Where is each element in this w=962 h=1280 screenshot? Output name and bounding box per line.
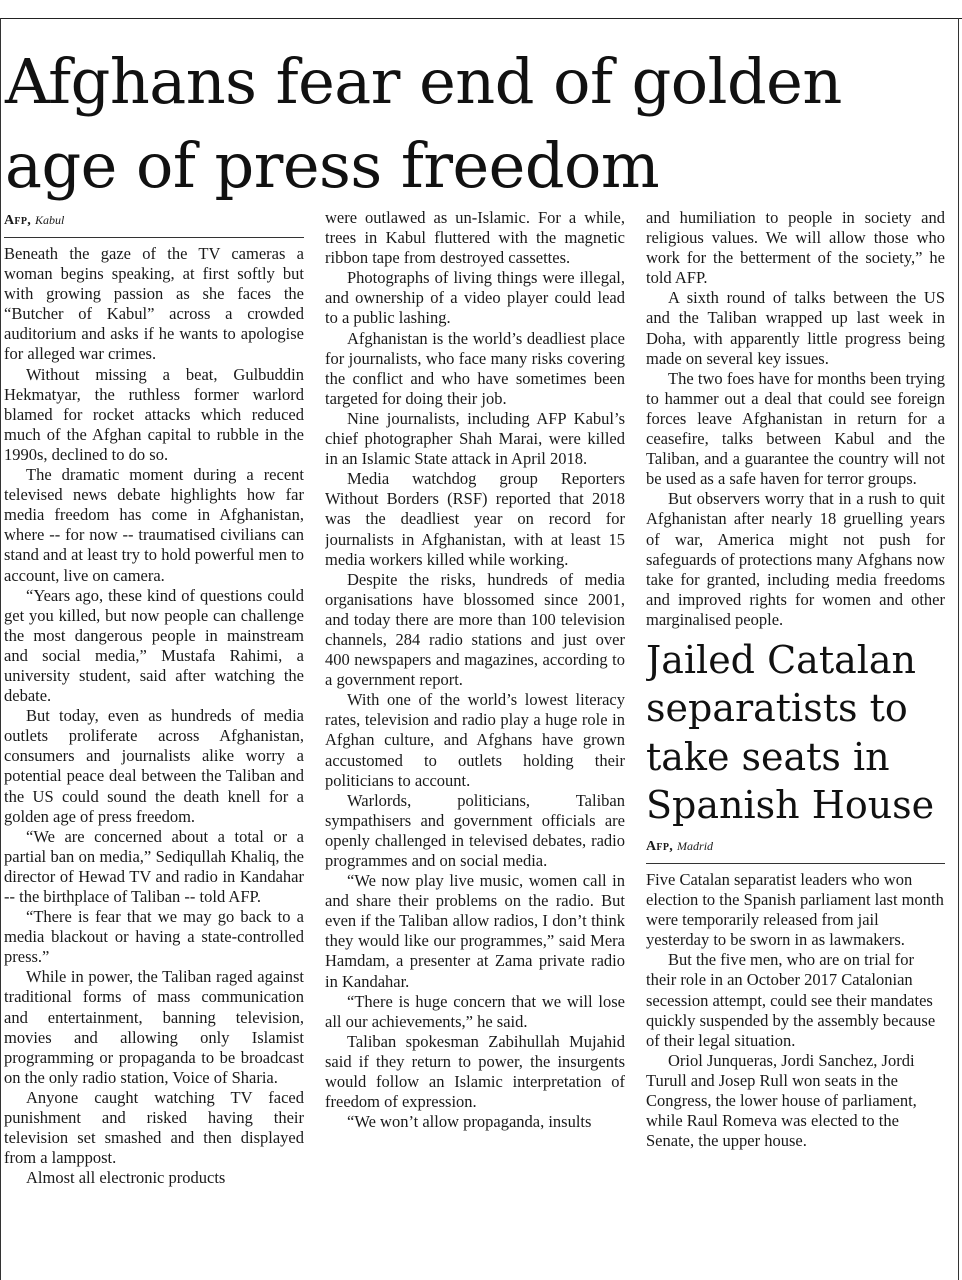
second-byline [646, 834, 945, 859]
article-column-2 [325, 208, 625, 1280]
paragraph: were outlawed as un-Islamic. For a while, trees in Kabul fluttered with the magnetic ribbon tape from destroyed cassettes. [325, 208, 625, 268]
paragraph: Taliban spokesman Zabihullah Mujahid said if they return to power, the insurgents would follow an Islamic interpretation of freedom of expression. [325, 1031, 625, 1112]
paragraph: and humiliation to people in society and religious values. We will allow those who work for the betterment of the society,” he told AFP. [646, 208, 945, 288]
byline-location: Kabul [35, 213, 65, 227]
paragraph: Nine journalists, including AFP Kabul’s chief photographer Shah Marai, were killed in an Islamic State attack in April 2018. [325, 408, 625, 469]
paragraph: But the five men, who are on trial for their role in an October 2017 Catalonian secession attempt, could see their mandates quickly suspended by the assembly because of their legal situation. [646, 950, 936, 1050]
paragraph: Media watchdog group Reporters Without Borders (RSF) reported that 2018 was the deadliest year on record for journalists in Afghanistan, with at least 15 media workers killed while working. [325, 469, 625, 569]
paragraph: “We now play live music, women call in and share their problems on the radio. But even if the Taliban allow radios, I don’t think they would like our programmes,” said Mera Hamdam, a presenter at Zama private radio in Kandahar. [325, 871, 625, 991]
byline-agency: Afp, [4, 213, 32, 228]
paragraph: Five Catalan separatist leaders who won election to the Spanish parliament last month were temporarily released from jail yesterday to be sworn in as lawmakers. [646, 869, 944, 950]
right-border [958, 18, 959, 1280]
paragraph: A sixth round of talks between the US and the Taliban wrapped up last week in Doha, with apparently little progress being made on several key issues. [646, 288, 945, 368]
paragraph: Warlords, politicians, Taliban sympathisers and government officials are openly challenged in televised debates, radio programmes and on social media. [325, 790, 625, 870]
paragraph: Anyone caught watching TV faced punishment and risked having their television set smashed and then displayed from a lamppost. [4, 1087, 304, 1168]
paragraph: Oriol Junqueras, Jordi Sanchez, Jordi Turull and Josep Rull won seats in the Congress, the lower house of parliament, while Raul Romeva was elected to the Senate, the upper house. [646, 1050, 917, 1151]
byline-rule [4, 237, 304, 238]
left-border [0, 18, 1, 1280]
paragraph: Despite the risks, hundreds of media organisations have blossomed since 2001, and today there are more than 100 television channels, 284 radio stations and just over 400 newspapers and magazines, according to a government report. [325, 569, 625, 690]
byline [4, 208, 304, 233]
byline-agency: Afp, [646, 838, 674, 854]
paragraph: While in power, the Taliban raged against traditional forms of mass communication and entertainment, banning television, movies and allowing only Islamist programming or propaganda to be broadcast on the only radio station, Voice of Sharia. [4, 967, 304, 1087]
article-headline: Afghans fear end of golden age of press freedom [5, 45, 842, 202]
second-article-headline: Jailed Catalan separatists to take seats in Spanish House [646, 637, 935, 828]
paragraph: The dramatic moment during a recent televised news debate highlights how far media freedom has come in Afghanistan, where -- for now -- traumatised civilians can stand and at least try to hold powerful men to account, live on camera. [4, 465, 304, 585]
paragraph: Almost all electronic products [26, 1168, 226, 1188]
article-column-1 [4, 208, 304, 1280]
top-rule [0, 18, 962, 19]
paragraph: Beneath the gaze of the TV cameras a woman begins speaking, at first softly but with growing passion as she faces the “Butcher of Kabul” across a crowded auditorium and asks if he wants to apologise for alleged war crimes. [4, 244, 304, 364]
paragraph: “We won’t allow propaganda, insults [347, 1112, 592, 1132]
paragraph: “There is fear that we may go back to a media blackout or having a state-controlled press.” [4, 907, 304, 967]
paragraph: Afghanistan is the world’s deadliest place for journalists, who face many risks covering the conflict and who have sometimes been targeted for doing their job. [325, 328, 625, 408]
paragraph: But observers worry that in a rush to quit Afghanistan after nearly 18 gruelling years of war, America might not push for safeguards of protections many Afghans now take for granted, including media freedoms and improved rights for women and other marginalised people. [646, 489, 945, 629]
paragraph: “Years ago, these kind of questions could get you killed, but now people can challenge the most dangerous people in mainstream and social media,” Mustafa Rahimi, a university student, said after watching the debate. [4, 585, 304, 706]
paragraph: “There is huge concern that we will lose all our achievements,” he said. [325, 991, 625, 1031]
paragraph: Photographs of living things were illegal, and ownership of a video player could lead to a public lashing. [325, 268, 625, 328]
article-column-3 [646, 208, 945, 1280]
paragraph: “We are concerned about a total or a partial ban on media,” Sediqullah Khaliq, the director of Hewad TV and radio in Kandahar -- the birthplace of Taliban -- told AFP. [4, 826, 304, 906]
paragraph: But today, even as hundreds of media outlets proliferate across Afghanistan, consumers and journalists alike worry a potential peace deal between the Taliban and the US could sound the death knell for a golden age of press freedom. [4, 706, 304, 826]
byline-rule [646, 863, 945, 864]
paragraph: Without missing a beat, Gulbuddin Hekmatyar, the ruthless former warlord blamed for rocket attacks which reduced much of the Afghan capital to rubble in the 1990s, declined to do so. [4, 364, 304, 464]
paragraph: With one of the world’s lowest literacy rates, television and radio play a huge role in Afghan culture, and Afghans have grown accustomed to outlets holding their politicians to account. [325, 690, 625, 790]
byline-location: Madrid [677, 838, 714, 853]
paragraph: The two foes have for months been trying to hammer out a deal that could see foreign forces leave Afghanistan in return for a ceasefire, talks between Kabul and the Taliban, and a guarantee the country will not be used as a safe haven for terror groups. [646, 368, 945, 489]
